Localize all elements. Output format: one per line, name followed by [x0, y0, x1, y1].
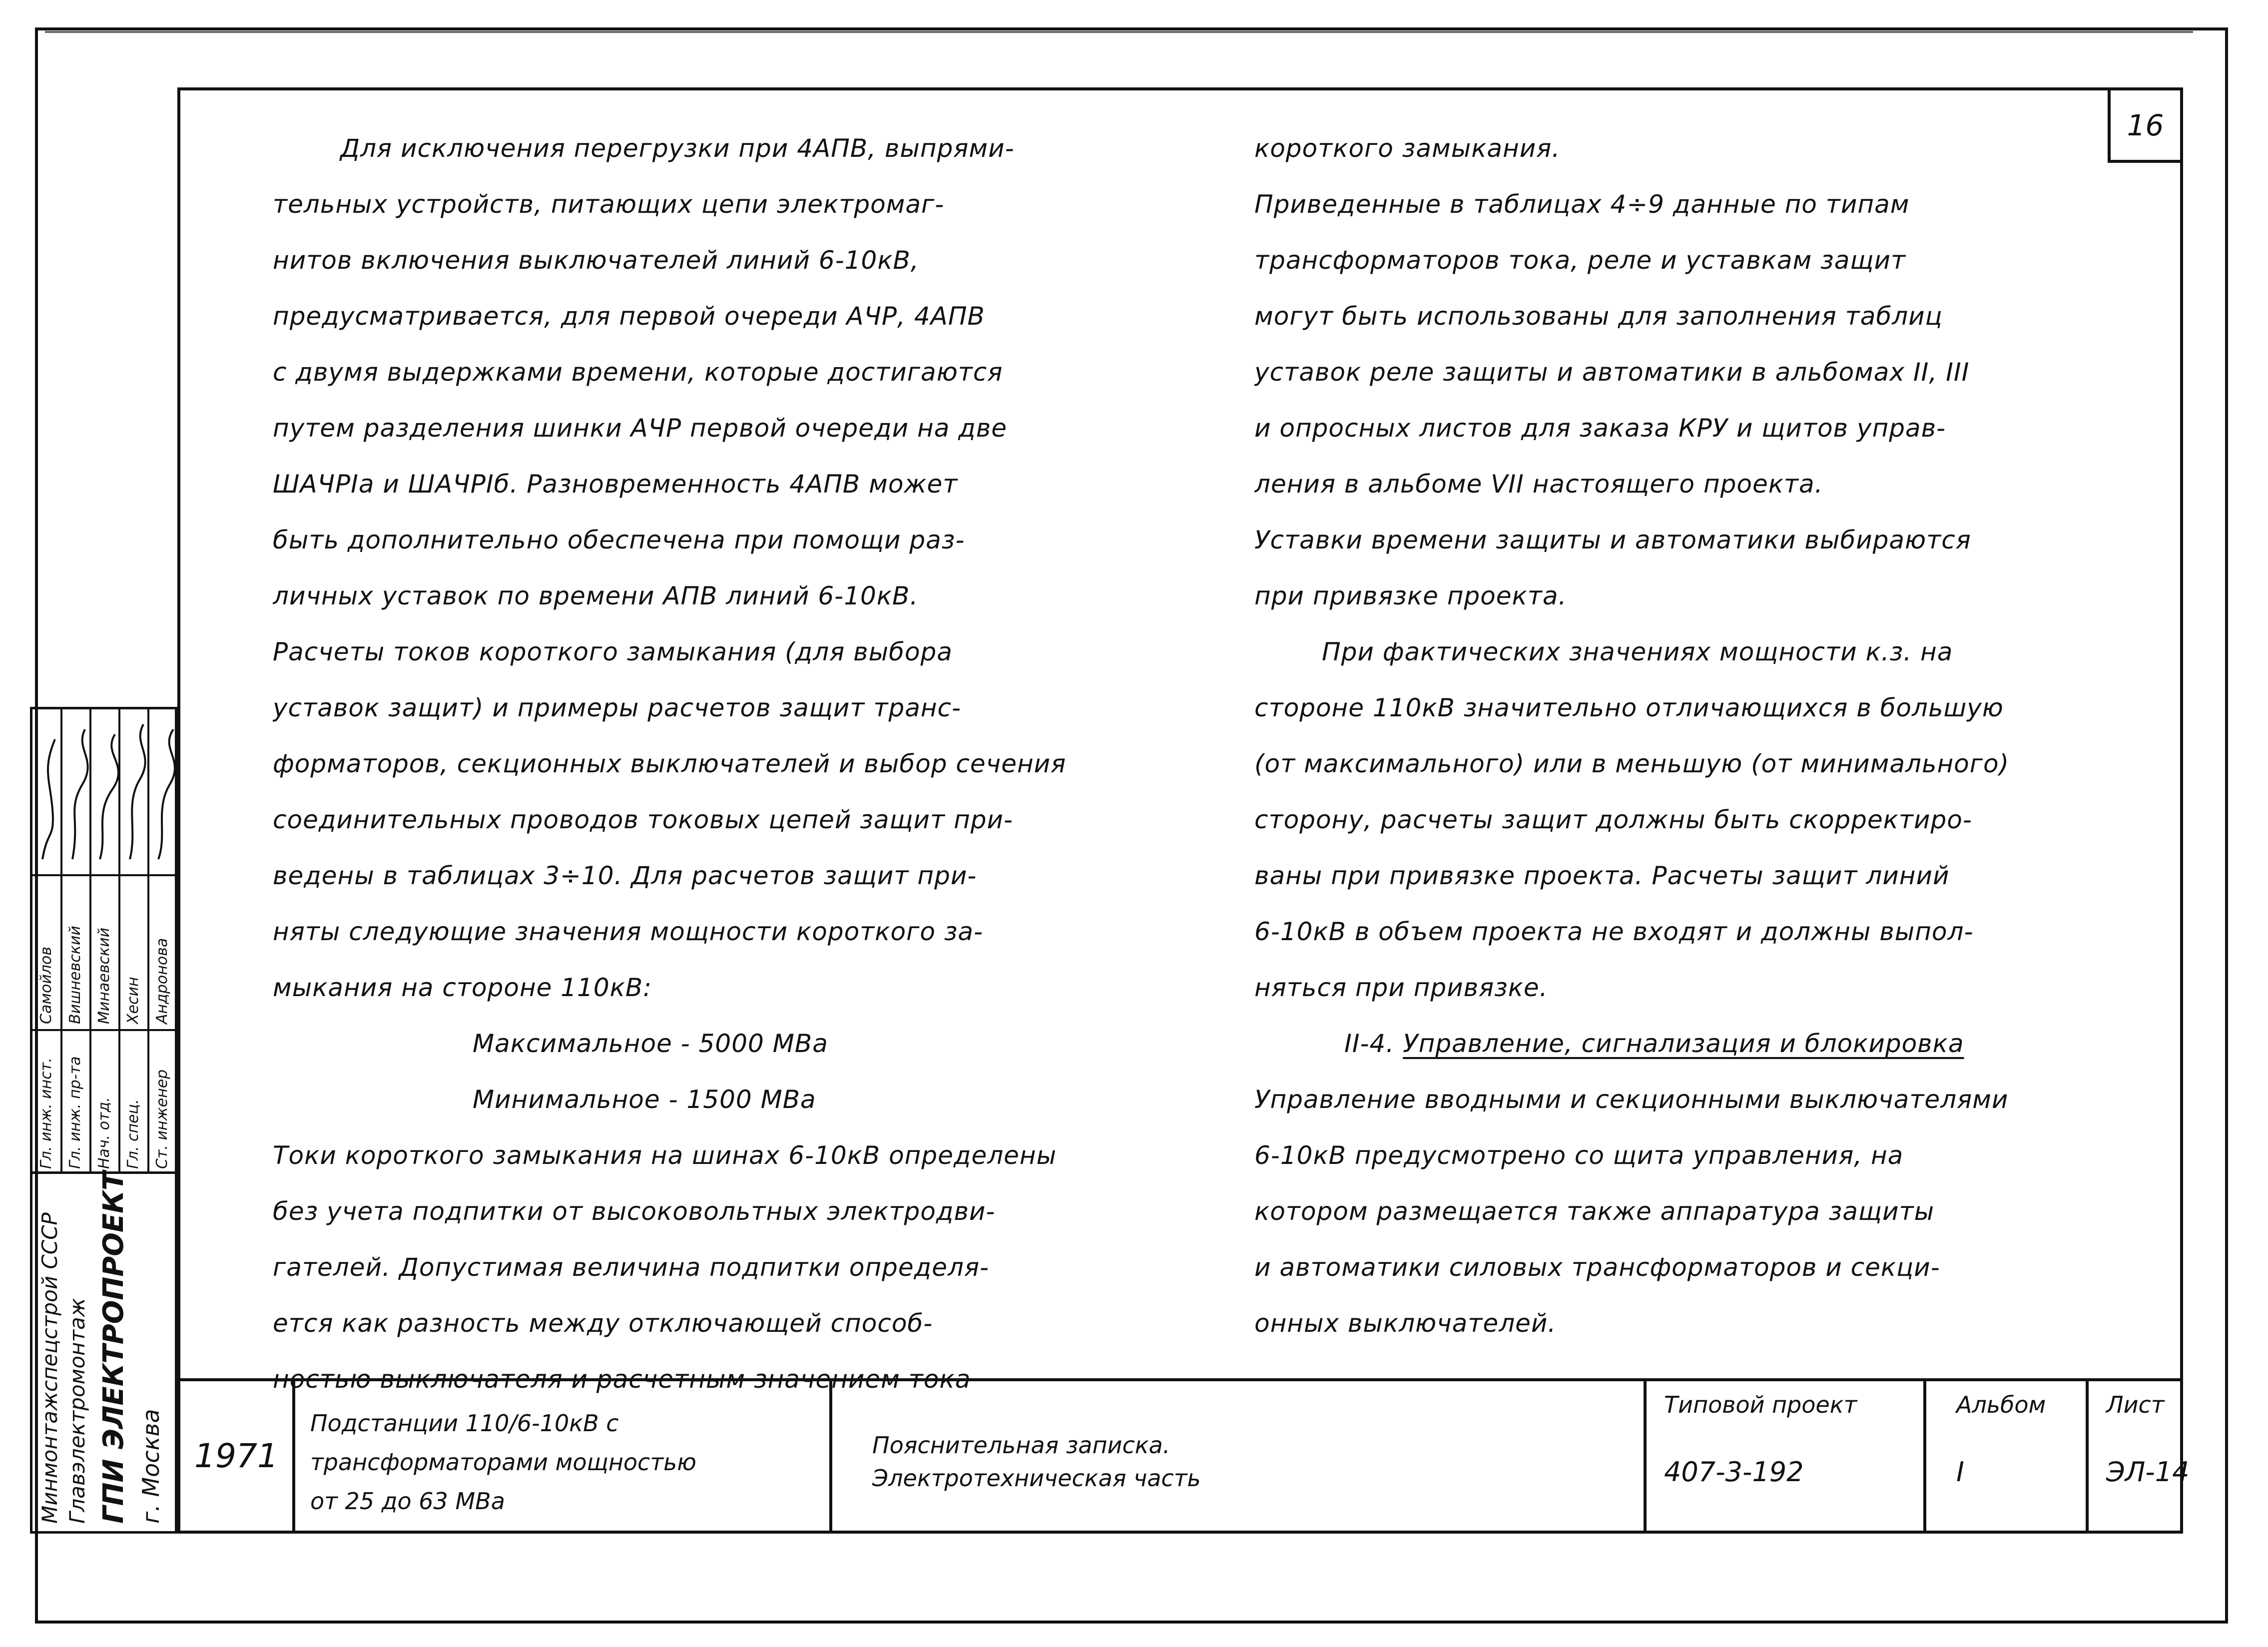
signature-grid	[32, 709, 175, 1174]
stamp-role: Нач. отд.	[95, 1097, 113, 1169]
subject-line: трансформаторами мощностью	[310, 1449, 696, 1476]
text-line: стороне 110кВ значительно отличающихся в большую	[1254, 693, 2004, 722]
section-number: II-4.	[1344, 1029, 1395, 1058]
text-line: ШАЧРIа и ШАЧРIб. Разновременность 4АПВ может	[273, 470, 958, 499]
text-line: Расчеты токов короткого замыкания (для выбора	[273, 637, 953, 666]
stamp-role: Ст. инженер	[153, 1069, 171, 1169]
project-number: 407-3-192	[1664, 1456, 1804, 1488]
sheet-cell	[2089, 1381, 2190, 1531]
description-line: Электротехническая часть	[872, 1465, 1201, 1492]
text-line: при привязке проекта.	[1254, 581, 1567, 610]
description-line: Пояснительная записка.	[872, 1432, 1170, 1459]
org-institute: ГПИ ЭЛЕКТРОПРОЕКТ	[97, 1171, 130, 1524]
edge-tick-mark	[2225, 1591, 2228, 1614]
org-city: г. Москва	[137, 1409, 164, 1524]
sheet-label: Лист	[2106, 1391, 2165, 1418]
text-line: личных уставок по времени АПВ линий 6-10кВ.	[273, 581, 919, 610]
text-line: без учета подпитки от высоковольтных электродви-	[273, 1197, 996, 1226]
text-line: быть дополнительно обеспечена при помощи раз-	[273, 526, 965, 554]
text-line: Уставки времени защиты и автоматики выбираются	[1254, 526, 1971, 554]
text-line: путем разделения шинки АЧР первой очереди на две	[273, 414, 1008, 443]
text-line: сторону, расчеты защит должны быть скорректиро-	[1254, 805, 1972, 834]
subject-cell	[295, 1381, 832, 1531]
text-line: предусматривается, для первой очереди АЧР, 4АПВ	[273, 302, 985, 331]
text-line: могут быть использованы для заполнения таблиц	[1254, 302, 1943, 331]
text-line: онных выключателей.	[1254, 1309, 1557, 1338]
text-line: соединительных проводов токовых цепей защит при-	[273, 805, 1014, 834]
text-line: уставок защит) и примеры расчетов защит транс-	[273, 693, 962, 722]
stamp-role: Гл. инж. инст.	[37, 1058, 55, 1169]
project-label: Типовой проект	[1664, 1391, 1857, 1418]
text-line: и автоматики силовых трансформаторов и секци-	[1254, 1253, 1940, 1282]
text-line: 6-10кВ в объем проекта не входят и должны выпол-	[1254, 917, 1974, 946]
text-line: Приведенные в таблицах 4÷9 данные по типам	[1254, 190, 1910, 219]
text-line: мыкания на стороне 110кВ:	[273, 973, 652, 1002]
left-text-column	[273, 120, 1202, 1407]
text-line: ведены в таблицах 3÷10. Для расчетов защит при-	[273, 861, 977, 890]
stamp-name: Самойлов	[37, 946, 55, 1024]
stamp-name: Минаевский	[95, 927, 113, 1024]
text-line: уставок реле защиты и автоматики в альбомах II, III	[1254, 358, 1970, 387]
year: 1971	[194, 1437, 278, 1475]
album-number: I	[1956, 1456, 1964, 1488]
text-line: няты следующие значения мощности короткого за-	[273, 917, 984, 946]
text-line: ваны при привязке проекта. Расчеты защит линий	[1254, 861, 1950, 890]
stamp-name: Хесин	[124, 977, 142, 1024]
sheet-number: 16	[2108, 90, 2180, 163]
section-title: Управление, сигнализация и блокировка	[1403, 1029, 1964, 1058]
text-line: котором размещается также аппаратура защиты	[1254, 1197, 1935, 1226]
right-text-column	[1254, 120, 2134, 1351]
stamp-name: Вишневский	[66, 926, 84, 1024]
stamp-role: Гл. инж. пр-та	[66, 1056, 84, 1169]
approval-stamp	[30, 707, 177, 1534]
text-line: няться при привязке.	[1254, 973, 1548, 1002]
album-cell	[1926, 1381, 2089, 1531]
text-line: и опросных листов для заказа КРУ и щитов управ-	[1254, 414, 1946, 443]
text-line: 6-10кВ предусмотрено со щита управления, на	[1254, 1141, 1904, 1170]
text-line: (от максимального) или в меньшую (от минимального)	[1254, 749, 2010, 778]
drawing-frame	[177, 87, 2190, 1534]
text-line: трансформаторов тока, реле и уставкам защит	[1254, 246, 1906, 275]
text-line: При фактических значениях мощности к.з. на	[1322, 637, 1953, 666]
year-cell	[180, 1381, 295, 1531]
text-line: ностью выключателя и расчетным значением тока	[273, 1365, 971, 1394]
org-ministry: Минмонтажспецстрой СССР	[37, 1212, 62, 1524]
text-line: ется как разность между отключающей способ-	[273, 1309, 933, 1338]
title-block	[180, 1378, 2190, 1531]
project-cell	[1647, 1381, 1926, 1531]
text-line: Управление вводными и секционными выключателями	[1254, 1085, 2009, 1114]
subject-line: Подстанции 110/6-10кВ с	[310, 1410, 619, 1437]
section-heading	[1254, 1016, 2134, 1072]
album-label: Альбом	[1956, 1391, 2046, 1418]
text-line: Токи короткого замыкания на шинах 6-10кВ определены	[273, 1141, 1057, 1170]
text-line: гателей. Допустимая величина подпитки определя-	[273, 1253, 990, 1282]
sheet-code: ЭЛ-14	[2106, 1456, 2190, 1488]
text-line: с двумя выдержками времени, которые достигаются	[273, 358, 1003, 387]
text-line: ления в альбоме VII настоящего проекта.	[1254, 470, 1823, 499]
text-line: короткого замыкания.	[1254, 134, 1561, 163]
description-cell	[832, 1381, 1647, 1531]
stamp-role: Гл. спец.	[124, 1099, 142, 1169]
text-line: форматоров, секционных выключателей и выбор сечения	[273, 749, 1067, 778]
subject-line: от 25 до 63 МВа	[310, 1488, 505, 1515]
stamp-name: Андронова	[153, 938, 171, 1024]
organization-block	[32, 1171, 175, 1531]
text-line: Для исключения перегрузки при 4АПВ, выпрями-	[340, 134, 1015, 163]
text-line: нитов включения выключателей линий 6-10кВ,	[273, 246, 919, 275]
org-department: Главэлектромонтаж	[65, 1298, 89, 1524]
signatures	[32, 709, 180, 874]
max-power-value: Максимальное - 5000 МВа	[473, 1029, 828, 1058]
text-line: тельных устройств, питающих цепи электромаг-	[273, 190, 945, 219]
min-power-value: Минимальное - 1500 МВа	[473, 1085, 816, 1114]
